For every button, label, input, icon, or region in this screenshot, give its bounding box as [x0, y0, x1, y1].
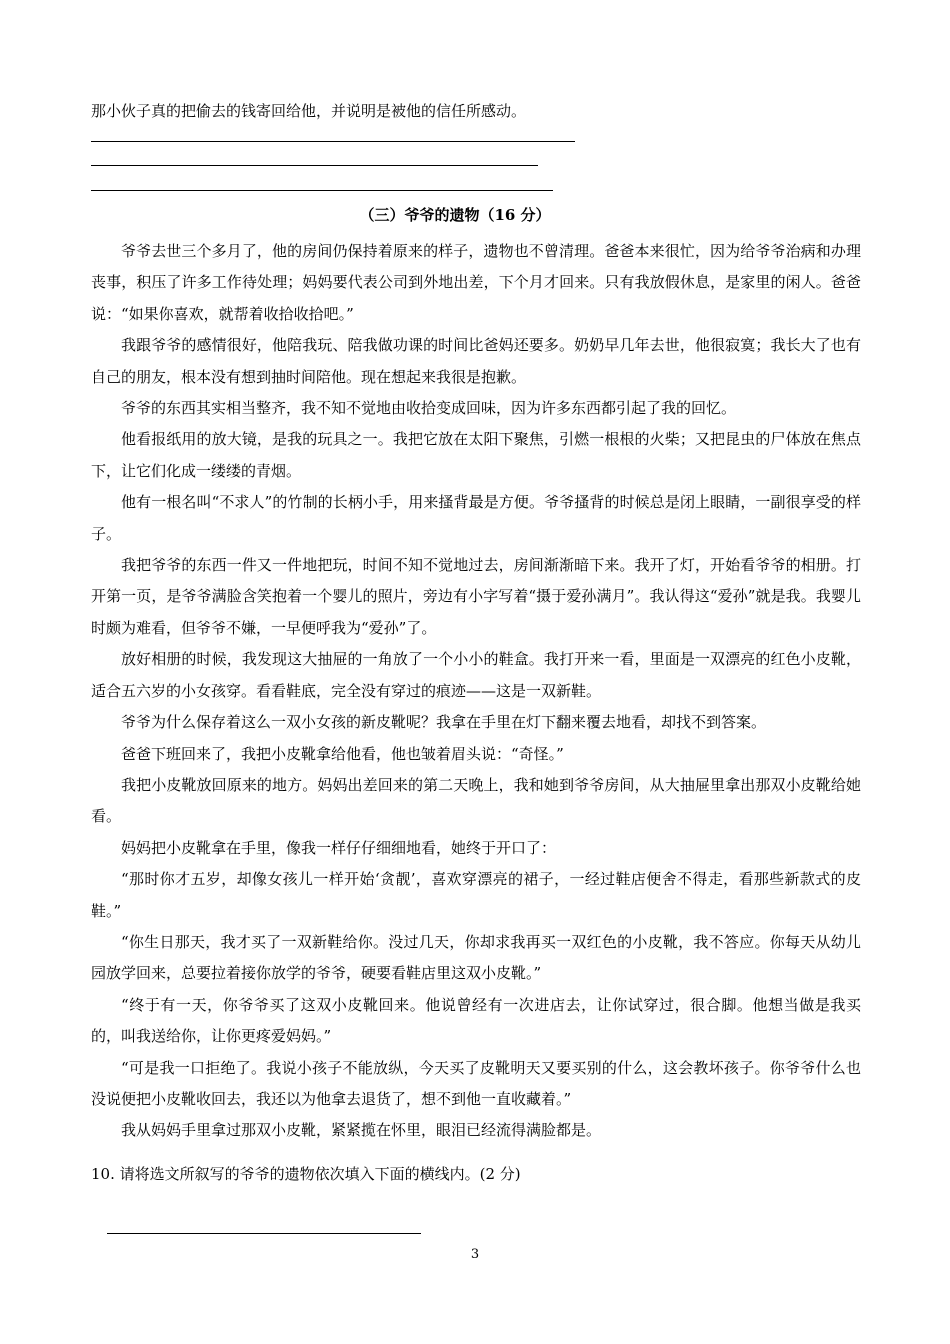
paragraph: “你生日那天，我才买了一双新鞋给你。没过几天，你却求我再买一双红色的小皮靴，我不答应。你每天从幼儿园放学回来，总要拉着接你放学的爷爷，硬要看鞋店里这双小皮靴。”: [91, 932, 861, 983]
paragraph: 爷爷为什么保存着这么一双小女孩的新皮靴呢？我拿在手里在灯下翻来覆去地看，却找不到答案。: [121, 713, 767, 732]
paragraph: “那时你才五岁，却像女孩儿一样开始‘贪靓’，喜欢穿漂亮的裙子，一经过鞋店便舍不得走，看那些新款式的皮鞋。”: [91, 870, 861, 920]
answer-line-1: [91, 141, 575, 142]
paragraph: “可是我一口拒绝了。我说小孩子不能放纵，今天买了皮靴明天又要买别的什么，这会教坏孩子。你爷爷什么也没说便把小皮靴收回去，我还以为他拿去退货了，想不到他一直收藏着。”: [91, 1058, 861, 1108]
paragraph: 我把小皮靴放回原来的地方。妈妈出差回来的第二天晚上，我和她到爷爷房间，从大抽屉里拿出那双小皮靴给她看。: [91, 775, 861, 826]
section-heading: （三）爷爷的遗物（16 分）: [359, 206, 551, 224]
paragraph: 他有一根名叫“不求人”的竹制的长柄小手，用来搔背最是方便。爷爷搔背的时候总是闭上眼睛，一副很享受的样子。: [91, 493, 861, 543]
paragraph: 他看报纸用的放大镜，是我的玩具之一。我把它放在太阳下聚焦，引燃一根根的火柴；又把昆虫的尸体放在焦点下，让它们化成一缕缕的青烟。: [91, 430, 861, 480]
question-10: 10. 请将选文所叙写的爷爷的遗物依次填入下面的横线内。(2 分): [91, 1165, 521, 1183]
previous-answer-text: 那小伙子真的把偷去的钱寄回给他，并说明是被他的信任所感动。: [91, 102, 527, 120]
paragraph: “终于有一天，你爷爷买了这双小皮靴回来。他说曾经有一次进店去，让你试穿过，很合脚。他想当做是我买的，叫我送给你，让你更疼爱妈妈。”: [91, 995, 861, 1046]
paragraph: 我跟爷爷的感情很好，他陪我玩、陪我做功课的时间比爸妈还要多。奶奶早几年去世，他很寂寞；我长大了也有自己的朋友，根本没有想到抽时间陪他。现在想起来我很是抱歉。: [91, 336, 861, 386]
paragraph: 爸爸下班回来了，我把小皮靴拿给他看，他也皱着眉头说：“奇怪。”: [121, 744, 564, 763]
answer-line-q10: [107, 1233, 421, 1234]
paragraph: 爷爷去世三个多月了，他的房间仍保持着原来的样子，遗物也不曾清理。爸爸本来很忙，因为给爷爷治病和办理丧事，积压了许多工作待处理；妈妈要代表公司到外地出差，下个月才回来。只有我放假休息，是家里的闲人。爸爸说：“如果你喜欢，就帮着收拾收拾吧。”: [91, 242, 861, 323]
paragraph: 爷爷的东西其实相当整齐，我不知不觉地由收拾变成回味，因为许多东西都引起了我的回忆。: [121, 399, 737, 418]
page-number: 3: [470, 1247, 480, 1262]
paragraph: 妈妈把小皮靴拿在手里，像我一样仔仔细细地看，她终于开口了：: [121, 838, 557, 857]
answer-line-3: [91, 190, 553, 191]
article-body: [91, 236, 861, 1147]
paragraph: 我把爷爷的东西一件又一件地把玩，时间不知不觉地过去，房间渐渐暗下来。我开了灯，开始看爷爷的相册。打开第一页，是爷爷满脸含笑抱着一个婴儿的照片，旁边有小字写着“摄于爱孙满月”。我认得这“爱孙”就是我。我婴儿时颇为难看，但爷爷不嫌，一早便呼我为“爱孙”了。: [91, 556, 861, 637]
paragraph: 放好相册的时候，我发现这大抽屉的一角放了一个小小的鞋盒。我打开来一看，里面是一双漂亮的红色小皮靴，适合五六岁的小女孩穿。看看鞋底，完全没有穿过的痕迹——这是一双新鞋。: [91, 650, 861, 700]
answer-line-2: [91, 165, 538, 166]
paragraph: 我从妈妈手里拿过那双小皮靴，紧紧揽在怀里，眼泪已经流得满脸都是。: [121, 1121, 602, 1140]
